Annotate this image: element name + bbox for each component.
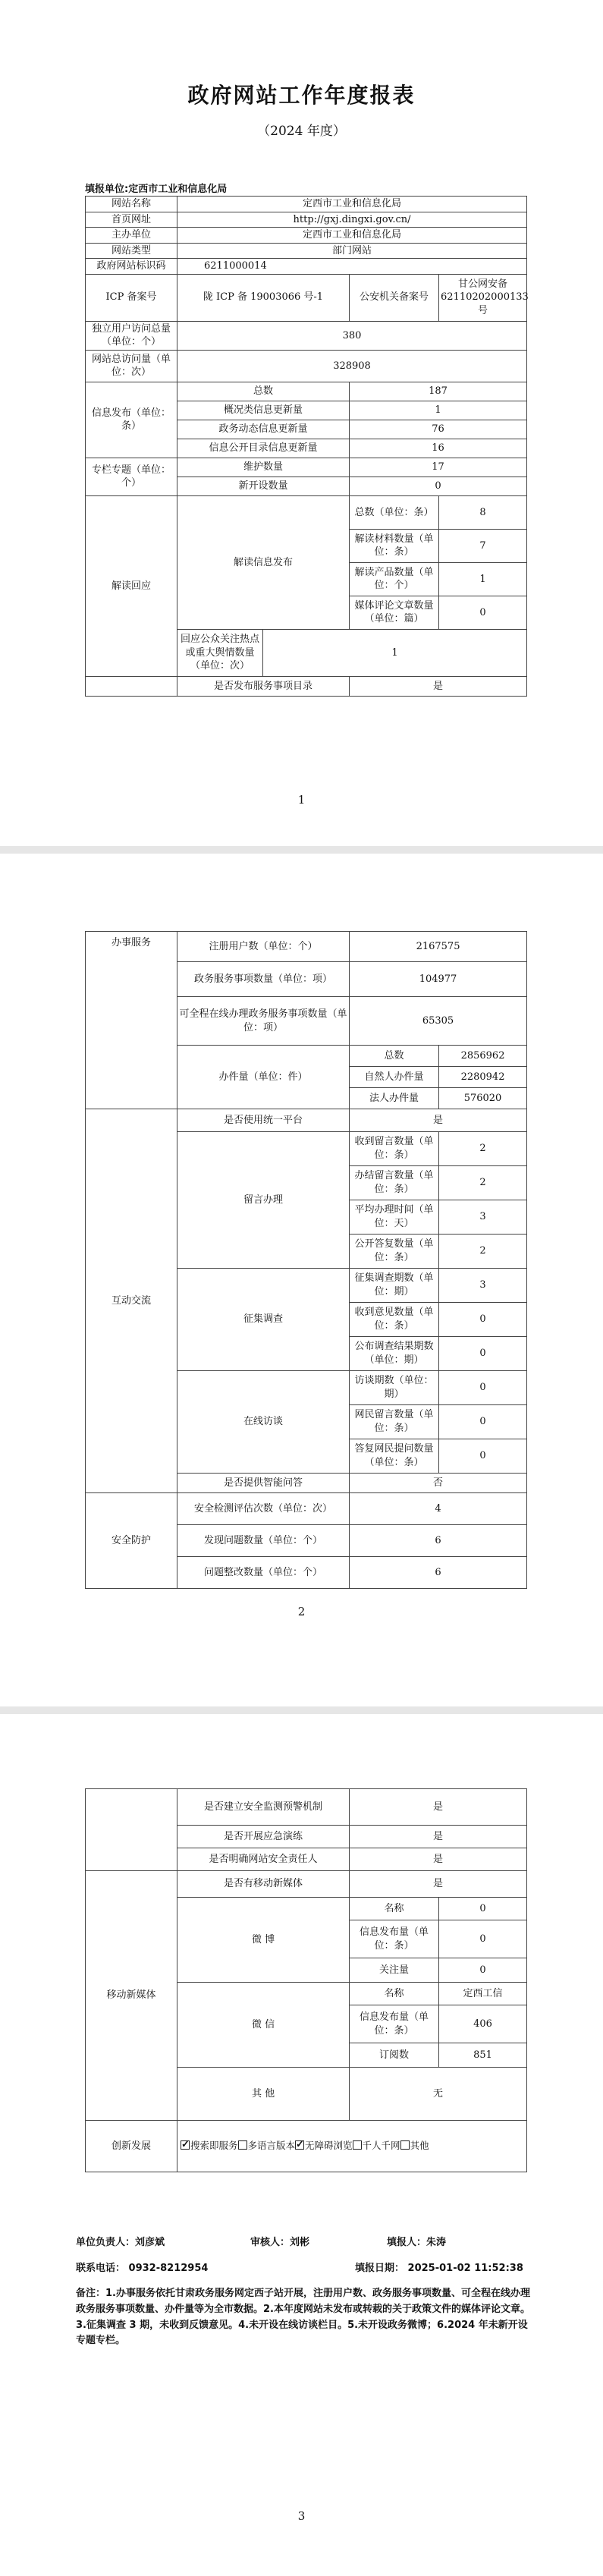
survey-opinion-value: 0: [439, 1303, 527, 1337]
wechat-label: 微 信: [177, 1983, 350, 2068]
interview-a-value: 0: [439, 1439, 527, 1474]
innovation-label: 创新发展: [86, 2121, 177, 2172]
innovation-options: [177, 2121, 527, 2172]
interpret-pub-label: 解读信息发布: [177, 495, 350, 629]
table-row: [86, 1493, 527, 1525]
info-dynamic-value: 76: [350, 420, 527, 439]
drill-label: 是否开展应急演练: [177, 1826, 350, 1848]
table-row: [86, 932, 527, 962]
interview-q-label: 网民留言数量（单位：条）: [350, 1405, 439, 1439]
wx-pub-label: 信息发布量（单位：条）: [350, 2005, 439, 2043]
site-code-value: 6211000014: [177, 259, 527, 275]
wx-name-value: 定西工信: [439, 1983, 527, 2005]
visits-value: 328908: [177, 350, 527, 382]
other-value: 无: [350, 2068, 527, 2121]
option-other[interactable]: 其他: [400, 2140, 429, 2151]
wb-pub-value: 0: [439, 1920, 527, 1958]
interp-material-label: 解读材料数量（单位：条）: [350, 529, 439, 562]
option-accessibility[interactable]: ✓ 无障碍浏览: [295, 2140, 353, 2151]
interpret-label: 解读回应: [86, 495, 177, 676]
interp-total-value: 8: [439, 495, 527, 529]
visitors-value: 380: [177, 321, 527, 350]
smart-qa-label: 是否提供智能问答: [177, 1474, 350, 1493]
service-label: 办事服务: [86, 932, 177, 1109]
sec-check-value: 4: [350, 1493, 527, 1525]
fill-date: 填报日期： 2025-01-02 11:52:38: [355, 2263, 523, 2274]
info-total-value: 187: [350, 382, 527, 401]
handled-person-value: 2280942: [439, 1067, 527, 1088]
handled-total-label: 总数: [350, 1046, 439, 1067]
column-new-value: 0: [350, 477, 527, 495]
survey-result-label: 公布调查结果期数（单位：期）: [350, 1337, 439, 1371]
table-row: [86, 458, 527, 477]
option-search-service[interactable]: ✓ 搜索即服务: [181, 2140, 238, 2151]
wx-sub-label: 订阅数: [350, 2043, 439, 2068]
sec-check-label: 安全检测评估次数（单位：次）: [177, 1493, 350, 1525]
msg-time-value: 3: [439, 1200, 527, 1235]
table-row: [86, 1109, 527, 1132]
table-row: [86, 259, 527, 275]
release-label: 是否发布服务事项目录: [177, 676, 350, 696]
table-row: [86, 2121, 527, 2172]
report-page-1: [0, 0, 603, 846]
handled-legal-value: 576020: [439, 1088, 527, 1109]
report-table-part1: [85, 196, 527, 697]
msg-public-label: 公开答复数量（单位：条）: [350, 1235, 439, 1269]
column-label: 专栏专题（单位：个）: [86, 458, 177, 495]
report-page-3: [0, 1714, 603, 2576]
info-dynamic-label: 政务动态信息更新量: [177, 420, 350, 439]
msg-recv-label: 收到留言数量（单位：条）: [350, 1132, 439, 1166]
handled-person-label: 自然人办件量: [350, 1067, 439, 1088]
report-title: 政府网站工作年度报表: [187, 83, 416, 108]
info-overview-label: 概况类信息更新量: [177, 401, 350, 420]
site-name-value: 定西市工业和信息化局: [177, 197, 527, 212]
report-page-2: [0, 854, 603, 1706]
msg-done-label: 办结留言数量（单位：条）: [350, 1166, 439, 1200]
table-row: [86, 243, 527, 259]
site-name-label: 网站名称: [86, 197, 177, 212]
filler-signature: 填报人：朱涛: [387, 2237, 447, 2248]
table-row: [86, 382, 527, 401]
interview-count-label: 访谈期数（单位：期）: [350, 1371, 439, 1405]
table-row: [86, 350, 527, 382]
wb-name-label: 名称: [350, 1898, 439, 1920]
police-label: 公安机关备案号: [350, 274, 439, 321]
wx-sub-value: 851: [439, 2043, 527, 2068]
table-row: [86, 1871, 527, 1898]
monitor-label: 是否建立安全监测预警机制: [177, 1789, 350, 1826]
weibo-label: 微 博: [177, 1898, 350, 1983]
info-total-label: 总数: [177, 382, 350, 401]
sec-fixed-value: 6: [350, 1557, 527, 1589]
table-row: [86, 321, 527, 350]
home-url-label: 首页网址: [86, 212, 177, 228]
interp-material-value: 7: [439, 529, 527, 562]
checkbox-icon[interactable]: [295, 2140, 304, 2150]
sponsor-value: 定西市工业和信息化局: [177, 228, 527, 244]
survey-label: 征集调查: [177, 1269, 350, 1371]
has-mobile-value: 是: [350, 1871, 527, 1898]
table-row: [86, 274, 527, 321]
interp-media-value: 0: [439, 596, 527, 629]
msg-label: 留言办理: [177, 1132, 350, 1269]
survey-count-value: 3: [439, 1269, 527, 1303]
wb-follow-value: 0: [439, 1958, 527, 1983]
checkbox-icon[interactable]: [181, 2140, 190, 2150]
interp-total-label: 总数（单位：条）: [350, 495, 439, 529]
contact-phone: 联系电话： 0932-8212954: [76, 2263, 209, 2274]
info-catalog-label: 信息公开目录信息更新量: [177, 439, 350, 458]
visits-label: 网站总访问量（单位：次）: [86, 350, 177, 382]
option-multi-language[interactable]: 多语言版本: [238, 2140, 296, 2151]
empty-cell: [86, 676, 177, 696]
response-value: 1: [263, 629, 527, 676]
msg-time-label: 平均办理时间（单位：天）: [350, 1200, 439, 1235]
security-label: 安全防护: [86, 1493, 177, 1589]
survey-count-label: 征集调查期数（单位：期）: [350, 1269, 439, 1303]
interp-product-value: 1: [439, 562, 527, 596]
wb-pub-label: 信息发布量（单位：条）: [350, 1920, 439, 1958]
info-publish-label: 信息发布（单位：条）: [86, 382, 177, 458]
msg-recv-value: 2: [439, 1132, 527, 1166]
sec-found-value: 6: [350, 1525, 527, 1557]
remarks: 备注：1.办事服务依托甘肃政务服务网定西子站开展，注册用户数、政务服务事项数量、可全程在线办理政务服务事项数量、办件量等为全市数据。2.本年度网站未发布或转载的关于政策文件的媒体评论文章。3.征集调查 3 期，未收到反馈意见。4.未开设在线访谈栏目。5.未开设政务微博；6.2024 年未新开设专题专栏。: [76, 2288, 530, 2347]
online-items-value: 65305: [350, 997, 527, 1046]
has-mobile-label: 是否有移动新媒体: [177, 1871, 350, 1898]
table-row: [86, 495, 527, 529]
survey-result-value: 0: [439, 1337, 527, 1371]
interview-label: 在线访谈: [177, 1371, 350, 1474]
table-row: [86, 1789, 527, 1826]
reg-users-value: 2167575: [350, 932, 527, 962]
interp-product-label: 解读产品数量（单位：个）: [350, 562, 439, 596]
info-overview-value: 1: [350, 401, 527, 420]
site-code-label: 政府网站标识码: [86, 259, 177, 275]
service-items-label: 政务服务事项数量（单位：项）: [177, 962, 350, 997]
table-row: [86, 212, 527, 228]
page-number: 3: [297, 2509, 306, 2523]
interview-q-value: 0: [439, 1405, 527, 1439]
smart-qa-value: 否: [350, 1474, 527, 1493]
checkbox-icon[interactable]: [400, 2140, 410, 2150]
site-type-value: 部门网站: [177, 243, 527, 259]
icp-label: ICP 备案号: [86, 274, 177, 321]
drill-value: 是: [350, 1826, 527, 1848]
online-items-label: 可全程在线办理政务服务事项数量（单位：项）: [177, 997, 350, 1046]
security-cont-cell: [86, 1789, 177, 1871]
monitor-value: 是: [350, 1789, 527, 1826]
site-type-label: 网站类型: [86, 243, 177, 259]
page-number: 2: [297, 1605, 306, 1618]
interact-label: 互动交流: [86, 1109, 177, 1493]
response-label: 回应公众关注热点或重大舆情数量（单位：次）: [177, 629, 263, 676]
mobile-label: 移动新媒体: [86, 1871, 177, 2121]
column-new-label: 新开设数量: [177, 477, 350, 495]
interp-media-label: 媒体评论文章数量（单位：篇）: [350, 596, 439, 629]
sec-fixed-label: 问题整改数量（单位：个）: [177, 1557, 350, 1589]
report-year: （2024 年度）: [257, 124, 346, 139]
msg-public-value: 2: [439, 1235, 527, 1269]
report-table-part3: [85, 1788, 527, 2172]
table-row: [86, 197, 527, 212]
duty-value: 是: [350, 1848, 527, 1871]
sponsor-label: 主办单位: [86, 228, 177, 244]
sec-found-label: 发现问题数量（单位：个）: [177, 1525, 350, 1557]
interview-count-value: 0: [439, 1371, 527, 1405]
checkbox-icon[interactable]: [238, 2140, 247, 2150]
wx-name-label: 名称: [350, 1983, 439, 2005]
handled-total-value: 2856962: [439, 1046, 527, 1067]
duty-label: 是否明确网站安全责任人: [177, 1848, 350, 1871]
survey-opinion-label: 收到意见数量（单位：条）: [350, 1303, 439, 1337]
wb-follow-label: 关注量: [350, 1958, 439, 1983]
home-url-value: http://gxj.dingxi.gov.cn/: [177, 212, 527, 228]
wx-pub-value: 406: [439, 2005, 527, 2043]
visitors-label: 独立用户访问总量（单位：个）: [86, 321, 177, 350]
reg-users-label: 注册用户数（单位：个）: [177, 932, 350, 962]
handled-label: 办件量（单位：件）: [177, 1046, 350, 1109]
column-maintain-value: 17: [350, 458, 527, 477]
info-catalog-value: 16: [350, 439, 527, 458]
other-label: 其 他: [177, 2068, 350, 2121]
report-table-part2: [85, 931, 527, 1589]
option-personalized[interactable]: 千人千网: [353, 2140, 400, 2151]
wb-name-value: 0: [439, 1898, 527, 1920]
table-row: [86, 228, 527, 244]
reviewer-signature: 审核人：刘彬: [250, 2237, 310, 2248]
handled-legal-label: 法人办件量: [350, 1088, 439, 1109]
police-value: 甘公网安备62110202000133 号: [439, 274, 527, 321]
icp-value: 陇 ICP 备 19003066 号-1: [177, 274, 350, 321]
leader-signature: 单位负责人：刘彦斌: [76, 2237, 165, 2248]
checkbox-icon[interactable]: [353, 2140, 362, 2150]
page-number: 1: [297, 793, 306, 807]
table-row: [86, 676, 527, 696]
interview-a-label: 答复网民提问数量（单位：条）: [350, 1439, 439, 1474]
filler-unit: 填报单位:定西市工业和信息化局: [85, 184, 228, 195]
release-value: 是: [350, 676, 527, 696]
msg-done-value: 2: [439, 1166, 527, 1200]
unified-label: 是否使用统一平台: [177, 1109, 350, 1132]
unified-value: 是: [350, 1109, 527, 1132]
column-maintain-label: 维护数量: [177, 458, 350, 477]
service-items-value: 104977: [350, 962, 527, 997]
